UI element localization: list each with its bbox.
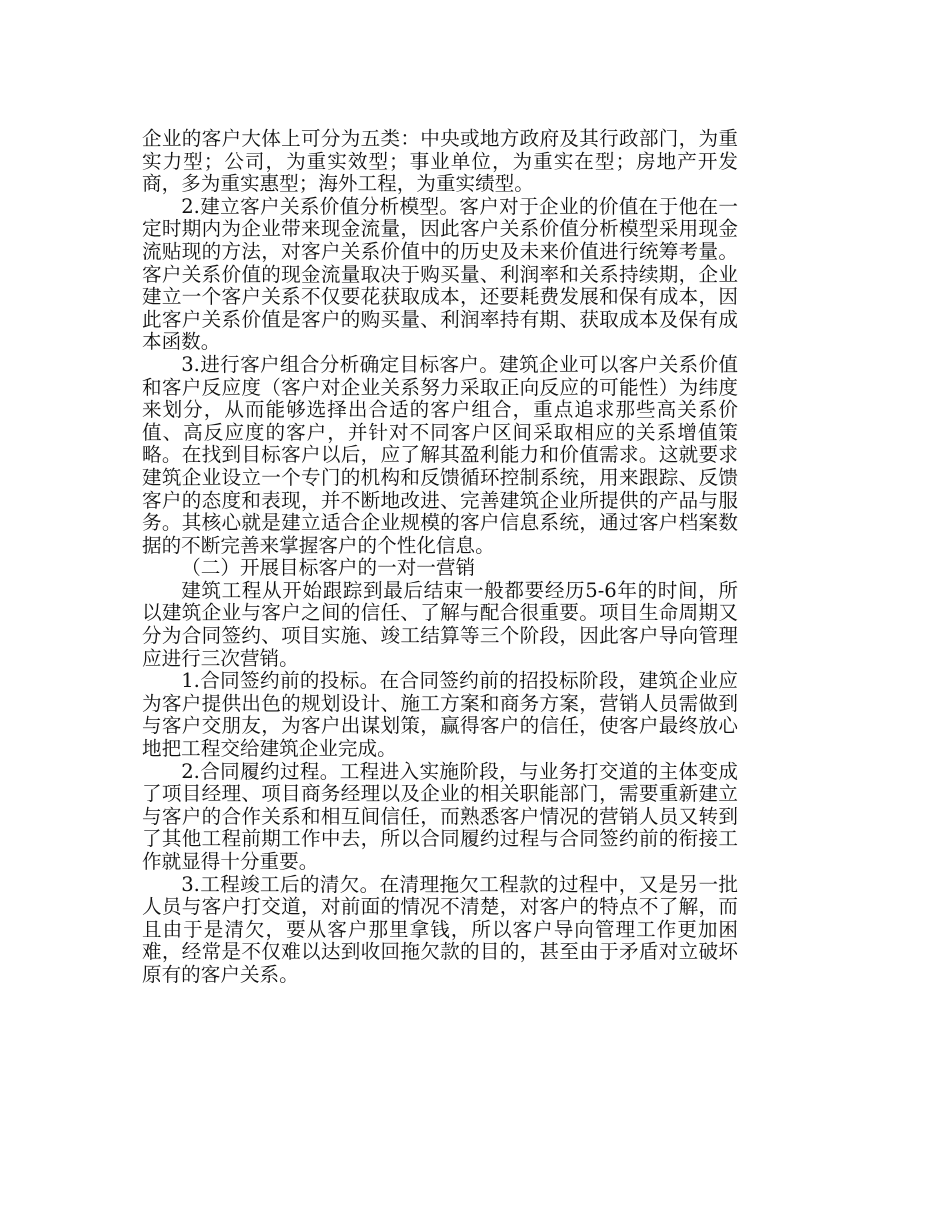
paragraph-target-customers: 3.进行客户组合分析确定目标客户。建筑企业可以客户关系价值和客户反应度（客户对企业关系努力采取正向反应的可能性）为纬度来划分，从而能够选择出合适的客户组合，重点追求那些高关系价值、高反应度的客户，并针对不同客户区间采取相应的关系增值策略。在找到目标客户以后，应了解其盈利能力和价值需求。这就要求建筑企业设立一个专门的机构和反馈循环控制系统，用来跟踪、反馈客户的态度和表现，并不断地改进、完善建筑企业所提供的产品与服务。其核心就是建立适合企业规模的客户信息系统，通过客户档案数据的不断完善来掌握客户的个性化信息。 — [142, 352, 738, 557]
paragraph-debt-collection: 3.工程竣工后的清欠。在清理拖欠工程款的过程中，又是另一批人员与客户打交道，对前面的情况不清楚，对客户的特点不了解，而且由于是清欠，要从客户那里拿钱，所以客户导向管理工作更加困难，经常是不仅难以达到收回拖欠款的目的，甚至由于矛盾对立破坏原有的客户关系。 — [142, 872, 738, 986]
paragraph-value-model: 2.建立客户关系价值分析模型。客户对于企业的价值在于他在一定时期内为企业带来现金流量，因此客户关系价值分析模型采用现金流贴现的方法，对客户关系价值中的历史及未来价值进行统筹考量。客户关系价值的现金流量取决于购买量、利润率和关系持续期，企业建立一个客户关系不仅要花获取成本，还要耗费发展和保有成本，因此客户关系价值是客户的购买量、利润率持有期、获取成本及保有成本函数。 — [142, 194, 738, 354]
paragraph-project-lifecycle: 建筑工程从开始跟踪到最后结束一般都要经历5-6年的时间，所以建筑企业与客户之间的信任、了解与配合很重要。项目生命周期又分为合同签约、项目实施、竣工结算等三个阶段，因此客户导向管理应进行三次营销。 — [142, 578, 738, 670]
document-body — [142, 128, 738, 987]
paragraph-contract-performance: 2.合同履约过程。工程进入实施阶段，与业务打交道的主体变成了项目经理、项目商务经理以及企业的相关职能部门，需要重新建立与客户的合作关系和相互间信任，而熟悉客户情况的营销人员又转到了其他工程前期工作中去，所以合同履约过程与合同签约前的衔接工作就显得十分重要。 — [142, 759, 738, 873]
paragraph-bidding: 1.合同签约前的投标。在合同签约前的招投标阶段，建筑企业应为客户提供出色的规划设计、施工方案和商务方案，营销人员需做到与客户交朋友，为客户出谋划策，赢得客户的信任，使客户最终放心地把工程交给建筑企业完成。 — [142, 669, 738, 761]
section-heading-one-to-one-marketing: （二）开展目标客户的一对一营销 — [181, 556, 476, 580]
paragraph-customer-types: 企业的客户大体上可分为五类：中央或地方政府及其行政部门，为重实力型；公司，为重实效型；事业单位，为重实在型；房地产开发商，多为重实惠型；海外工程，为重实绩型。 — [142, 127, 738, 196]
